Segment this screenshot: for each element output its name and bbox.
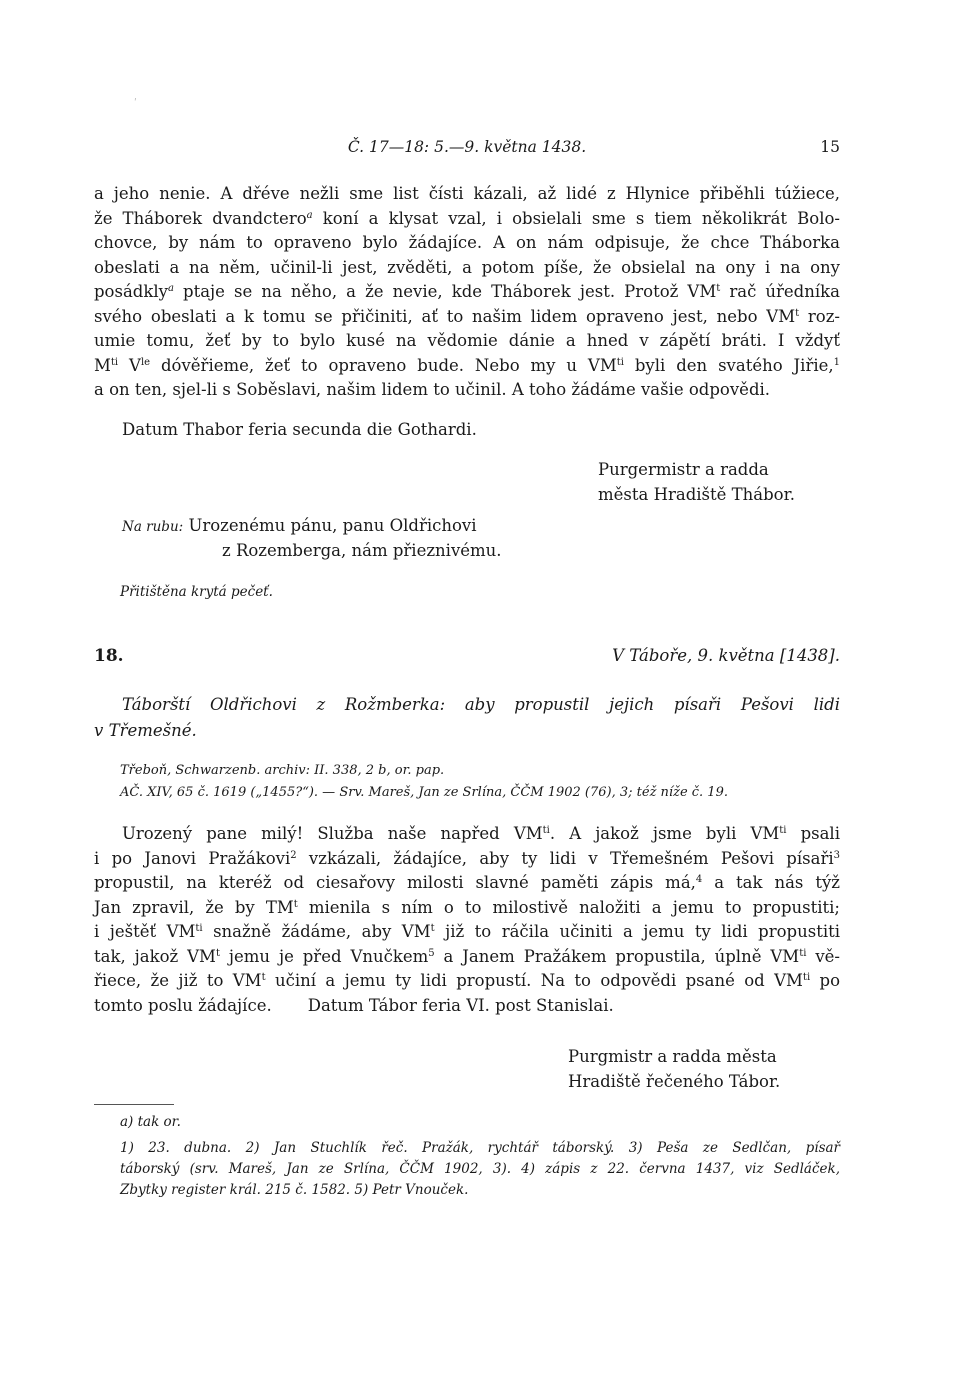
text-line xyxy=(94,896,840,921)
text-line xyxy=(94,994,840,1019)
text-line xyxy=(94,847,840,872)
text-run: Urozený pane milý! Služba naše napřed VM xyxy=(122,824,543,843)
text-run: Jan zpravil, že by TM xyxy=(94,897,294,917)
superscript: t xyxy=(795,307,800,319)
text-run: i ještěť VM xyxy=(94,922,196,941)
superscript: t xyxy=(261,972,266,983)
source-archive: Třeboň, Schwarzenb. archiv: II. 338, 2 b, or. pap. xyxy=(120,763,445,778)
text-run: učiní a jemu ty lidi propustí. Na to odpovědi psané od VM xyxy=(265,971,803,990)
scan-speck: ʹ xyxy=(134,98,137,109)
superscript: a xyxy=(167,283,174,294)
text-run: dóvěřieme, žeť to opraveno bude. Nebo my u VM xyxy=(150,355,617,375)
regest-line: Táborští Oldřichovi z Rožmberka: aby propustil jejich písaři Pešovi lidi xyxy=(122,695,840,714)
superscript: 5 xyxy=(428,947,435,959)
text-line xyxy=(94,969,840,994)
superscript: ti xyxy=(195,923,203,934)
letter-17-dating: Datum Thabor feria secunda die Gothardi. xyxy=(122,420,477,439)
text-run: řiece, že již to VM xyxy=(94,971,262,990)
address-label: Na rubu: xyxy=(122,519,184,535)
text-run: a tak nás týž xyxy=(702,873,841,892)
letter-17-signature xyxy=(598,458,795,507)
superscript: t xyxy=(293,898,298,910)
explanatory-footnotes xyxy=(120,1138,840,1201)
superscript: ti xyxy=(779,825,787,836)
running-head-title: Č. 17—18: 5.—9. května 1438. xyxy=(347,138,587,156)
text-run: a jeho nenie. A dřéve nežli sme list čísti kázali, až lidé z Hlynice přiběhli túžiece, xyxy=(94,184,840,203)
text-run: koní a klysat vzal, i obsielali sme s tiem několikrát Bolo- xyxy=(312,208,841,228)
text-run: tomto poslu žádajíce. xyxy=(94,995,272,1015)
superscript: 1 xyxy=(833,356,840,368)
text-run: jemu je před Vnučkem xyxy=(219,946,429,966)
text-line xyxy=(94,182,840,207)
footnote-line: táborský (srv. Mareš, Jan ze Srlína, ČČM 1902, 3). 4) zápis z 22. června 1437, viz Sedláček, xyxy=(120,1161,840,1177)
text-run: byli den svatého Jiřie, xyxy=(623,355,834,375)
superscript: ti xyxy=(542,825,550,836)
text-run: V xyxy=(118,355,141,375)
address-line: Urozenému pánu, panu Oldřichovi xyxy=(188,516,477,535)
footnote-line: 1) 23. dubna. 2) Jan Stuchlík řeč. Pražák, rychtář táborský. 3) Peša ze Sedlčan, písař xyxy=(120,1140,840,1156)
text-run: vzkázali, žádajíce, aby ty lidi v Třemešném Pešovi písaři xyxy=(296,848,834,868)
text-line xyxy=(94,329,840,354)
text-line xyxy=(94,920,840,945)
text-run: . A jakož jsme byli VM xyxy=(549,824,780,843)
text-run: svého obeslati a k tomu se přičiniti, ať to našim lidem opraveno jest, nebo VM xyxy=(94,306,796,326)
footnote-line: a) tak or. xyxy=(120,1114,181,1130)
text-run: již to ráčila učiniti a jemu ty lidi propustiti xyxy=(434,922,841,941)
signature-line: Hradiště řečeného Tábor. xyxy=(568,1071,781,1091)
text-line xyxy=(94,871,840,896)
signature-line: Purgermistr a radda xyxy=(598,460,769,479)
address-line: z Rozemberga, nám přieznivému. xyxy=(222,541,502,560)
text-run: umie tomu, žeť by to bylo kusé na vědomie dánie a hned v zápětí bráti. I vždyť xyxy=(94,331,840,350)
text-run: roz- xyxy=(799,306,841,326)
superscript: t xyxy=(716,283,721,294)
text-line xyxy=(94,822,840,847)
textual-footnote xyxy=(120,1112,840,1133)
document-place-date: V Táboře, 9. května [1438]. xyxy=(612,646,840,665)
text-run: posádkly xyxy=(94,282,168,301)
text-line xyxy=(94,256,840,281)
text-run: snažně žádáme, aby VM xyxy=(202,922,431,941)
text-run: mienila s ním o to milostivě naložiti a jemu to propustiti; xyxy=(297,897,840,917)
source-literature: AČ. XIV, 65 č. 1619 („1455?“). — Srv. Mareš, Jan ze Srlína, ČČM 1902 (76), 3; též níže č. 19. xyxy=(120,785,728,800)
superscript: 2 xyxy=(290,849,297,861)
superscript: ti xyxy=(110,356,119,368)
superscript: ti xyxy=(616,356,624,368)
text-run: M xyxy=(94,355,111,375)
superscript: 3 xyxy=(833,849,840,861)
text-line xyxy=(94,231,840,256)
text-run: vě- xyxy=(806,946,840,966)
superscript: t xyxy=(430,923,435,934)
text-line xyxy=(94,280,840,305)
text-run: a Janem Pražákem propustila, úplně VM xyxy=(434,946,800,966)
text-run: po xyxy=(810,971,841,990)
footnote-rule xyxy=(94,1104,174,1105)
text-run: propustil, na kteréž od ciesařovy milosti slavné paměti zápis má, xyxy=(94,873,696,892)
running-head xyxy=(94,138,840,162)
letter-17-body xyxy=(94,182,840,403)
superscript: 4 xyxy=(695,874,703,885)
footnote-line: Zbytky register král. 215 č. 1582. 5) Petr Vnouček. xyxy=(120,1182,469,1198)
page-number: 15 xyxy=(820,138,840,156)
text-run: psali xyxy=(786,824,840,843)
letter-18-signature xyxy=(568,1045,780,1094)
regest-line: v Třemešné. xyxy=(94,721,197,740)
superscript: a xyxy=(306,209,313,221)
text-line xyxy=(94,207,840,232)
text-run: a on ten, sjel-li s Soběslavi, našim lidem to učinil. A toho žádáme vašie odpovědi. xyxy=(94,380,771,399)
text-run: tak, jakož VM xyxy=(94,946,216,966)
text-run: že Tháborek dvandctero xyxy=(94,208,307,228)
document-regest xyxy=(94,692,840,744)
text-run: i po Janovi Pražákovi xyxy=(94,848,291,868)
text-line xyxy=(94,354,840,379)
letter-18-body xyxy=(94,822,840,1018)
text-run: obeslati a na něm, učinil-li jest, zvěděti, a potom píše, že obsielal na ony i na ony xyxy=(94,257,840,277)
text-run: ptaje se na něho, a že nevie, kde Tháborek jest. Protož VM xyxy=(173,282,717,301)
superscript: ti xyxy=(802,972,811,983)
text-run: chovce, by nám to opraveno bylo žádajíce. A on nám odpisuje, že chce Tháborka xyxy=(94,233,840,252)
letter-17-address-second xyxy=(222,539,502,564)
text-line xyxy=(94,945,840,970)
superscript: ti xyxy=(799,947,807,959)
text-line xyxy=(94,305,840,330)
letter-17-address xyxy=(122,514,477,540)
signature-line: Purgmistr a radda města xyxy=(568,1047,777,1066)
superscript: t xyxy=(215,947,220,959)
text-line xyxy=(94,378,840,403)
signature-line: města Hradiště Thábor. xyxy=(598,484,795,504)
superscript: le xyxy=(140,356,151,368)
text-run: Datum Tábor feria VI. post Stanislai. xyxy=(307,995,614,1015)
text-run: rač úředníka xyxy=(720,282,840,301)
seal-note: Přitištěna krytá pečeť. xyxy=(120,584,273,600)
document-number: 18. xyxy=(94,646,124,666)
